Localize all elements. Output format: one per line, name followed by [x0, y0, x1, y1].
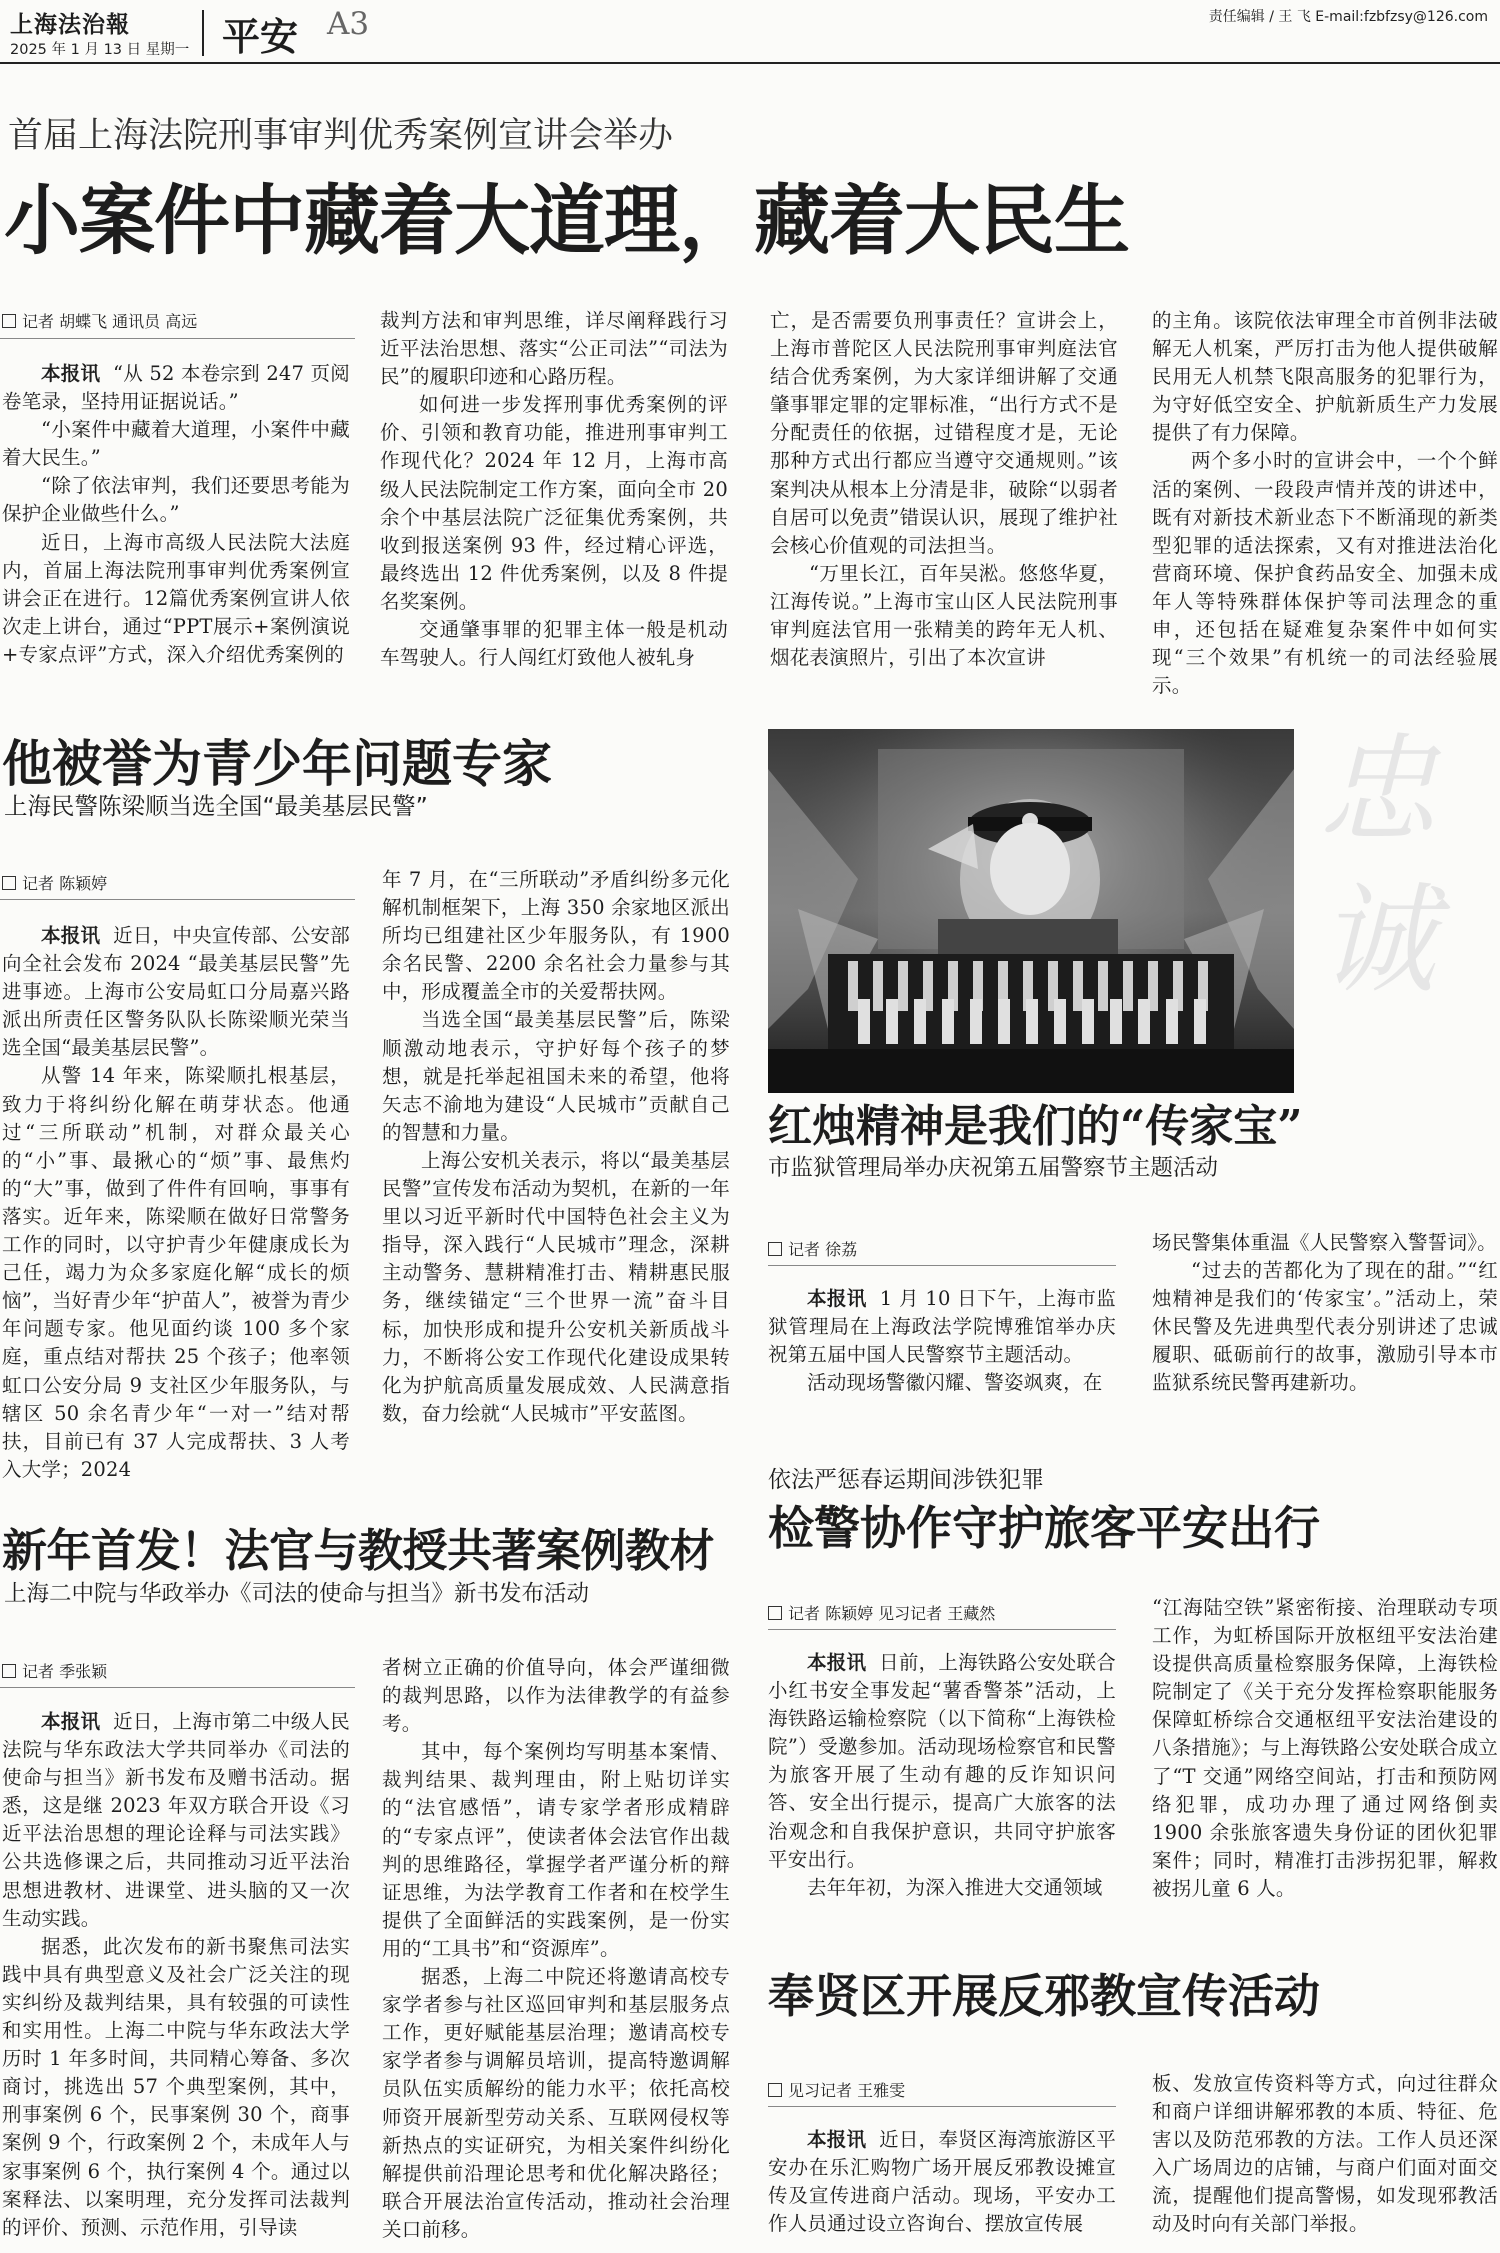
article3-headline: 红烛精神是我们的“传家宝”	[768, 1101, 1303, 1152]
issue-date: 2025 年 1 月 13 日 星期一	[10, 42, 190, 58]
byline-box-icon	[768, 1242, 782, 1256]
article1-lead: 本报讯	[41, 362, 101, 385]
section-name: 平安	[222, 15, 299, 59]
article3-col1: 本报讯 1 月 10 日下午，上海市监狱管理局在上海政法学院博雅馆举办庆祝第五届中国人民警察节主题活动。 活动现场警徽闪耀、警姿飒爽，在	[768, 1287, 1116, 1395]
paper-name-logo: 上海法治報	[10, 11, 130, 38]
article5-byline-rule	[768, 1629, 1116, 1630]
watermark-text: 忠诚	[1318, 721, 1437, 1009]
article6-byline: 见习记者 王雅雯	[768, 2078, 905, 2101]
article1-col3: 亡，是否需要负刑事责任？宣讲会上，上海市普陀区人民法院刑事审判庭法官结合优秀案例，为大家详细讲解了交通肇事罪定罪的定罪标准，“出行方式不是分配责任的依据，过错程度才是，无论那种方式出行都应当遵守交通规则。”该案判决从根本上分清是非，破除“以弱者自居可以免责”错误认识，展现了维护社会核心价值观的司法担当。 “万里长江，百年吴淞。悠悠华夏，江海传说。”上海市宝山区人民法院刑事审判庭法官用一张精美的跨年无人机、烟花表演照片，引出了本次宣讲	[770, 309, 1118, 670]
article6-col2: 板、发放宣传资料等方式，向过往群众和商户详细讲解邪教的本质、特征、危害以及防范邪教的方法。工作人员还深入广场周边的店铺，与商户们面对面交流，提醒他们提高警惕，如发现邪教活动及时向有关部门举报。	[1152, 2072, 1498, 2236]
article6-headline: 奉贤区开展反邪教宣传活动	[768, 1969, 1320, 2023]
article3-byline-rule	[768, 1265, 1116, 1266]
article3-col2: 场民警集体重温《人民警察入警誓词》。 “过去的苦都化为了现在的甜。”“红烛精神是我们的‘传家宝’。”活动上，荣休民警及先进典型代表分别讲述了忠诚履职、砥砺前行的故事，激励引导本市监狱系统民警再建新功。	[1152, 1231, 1498, 1395]
article5-col2: “江海陆空铁”紧密衔接、治理联动专项工作，为虹桥国际开放枢纽平安法治建设提供高质量检察服务保障，上海铁检院制定了《关于充分发挥检察职能服务保障虹桥综合交通枢纽平安法治建设的八条措施》；与上海铁路公安处联合成立了“T 交通”网络空间站，打击和预防网络犯罪，成功办理了通过网络倒卖 1900 余张旅客遗失身份证的团伙犯罪案件；同时，精准打击涉拐犯罪，解救被拐儿童 6 人。	[1152, 1596, 1498, 1900]
byline-box-icon	[768, 1606, 782, 1620]
article2-subhead: 上海民警陈梁顺当选全国“最美基层民警”	[4, 792, 428, 820]
article6-byline-rule	[768, 2106, 1116, 2107]
byline-box-icon	[2, 314, 16, 328]
article5-headline: 检警协作守护旅客平安出行	[768, 1501, 1320, 1555]
article3-byline: 记者 徐荔	[768, 1237, 857, 1260]
editor-credit: 责任编辑 / 王 飞 E-mail:fzbfzsy@126.com	[1208, 9, 1488, 25]
article3-subhead: 市监狱管理局举办庆祝第五届警察节主题活动	[768, 1155, 1219, 1181]
article2-headline: 他被誉为青少年问题专家	[2, 734, 552, 793]
page-number: A3	[327, 6, 370, 42]
byline-box-icon	[2, 876, 16, 890]
article4-subhead: 上海二中院与华政举办《司法的使命与担当》新书发布活动	[4, 1581, 590, 1607]
article4-byline-rule	[0, 1687, 355, 1688]
article1-col1: 本报讯 “从 52 本卷宗到 247 页阅卷笔录，坚持用证据说话。” “小案件中藏着大道理，小案件中藏着大民生。” “除了依法审判，我们还要思考能为保护企业做些什么。” 近日，上海市高级人民法院大法庭内，首届上海法院刑事审判优秀案例宣讲会正在进行。12篇优秀案例宣讲人依次走上讲台，通过“PPT展示+案例演说+专家点评”方式，深入介绍优秀案例的	[2, 362, 350, 666]
article2-byline: 记者 陈颖婷	[2, 871, 107, 894]
article1-byline-rule	[0, 338, 355, 339]
article1-col2: 裁判方法和审判思维，详尽阐释践行习近平法治思想、落实“公正司法”“司法为民”的履职印迹和心路历程。 如何进一步发挥刑事优秀案例的评价、引领和教育功能，推进刑事审判工作现代化？2024 年 12 月，上海市高级人民法院制定工作方案，面向全市 20 余个中基层法院广泛征集优秀案例，共收到报送案例 93 件，经过精心评选，最终选出 12 件优秀案例，以及 8 件提名奖案例。 交通肇事罪的犯罪主体一般是机动车驾驶人。行人闯红灯致他人被轧身	[380, 309, 728, 670]
article1-kicker: 首届上海法院刑事审判优秀案例宣讲会举办	[8, 116, 674, 156]
article5-byline: 记者 陈颖婷 见习记者 王藏然	[768, 1601, 995, 1624]
article1-byline: 记者 胡蝶飞 通讯员 高远	[2, 309, 197, 332]
article2-col2: 年 7 月，在“三所联动”矛盾纠纷多元化解机制框架下，上海 350 余家地区派出所均已组建社区少年服务队，有 1900 余名民警、2200 余名社会力量参与其中，形成覆盖全市的关爱帮扶网。 当选全国“最美基层民警”后，陈梁顺激动地表示，守护好每个孩子的梦想，就是托举起祖国未来的希望，他将矢志不渝地为建设“人民城市”贡献自己的智慧和力量。 上海公安机关表示，将以“最美基层民警”宣传发布活动为契机，在新的一年里以习近平新时代中国特色社会主义为指导，深入践行“人民城市”理念，深耕主动警务、慧耕精准打击、精耕惠民服务，继续锚定“三个世界一流”奋斗目标，加快形成和提升公安机关新质战斗力，不断将公安工作现代化建设成果转化为护航高质量发展成效、人民满意指数，奋力绘就“人民城市”平安蓝图。	[382, 868, 730, 1425]
masthead	[0, 0, 1500, 70]
ceremony-photo-image	[768, 729, 1294, 1093]
article1-headline: 小案件中藏着大道理，藏着大民生	[4, 176, 1129, 265]
article4-col2: 者树立正确的价值导向，体会严谨细微的裁判思路，以作为法律教学的有益参考。 其中，每个案例均写明基本案情、裁判结果、裁判理由，附上贴切详实的“法官感悟”，请专家学者形成精辟的“专家点评”，使读者体会法官作出裁判的思维路径，掌握学者严谨分析的辩证思维，为法学教育工作者和在校学生提供了全面鲜活的实践案例，是一份实用的“工具书”和“资源库”。 据悉，上海二中院还将邀请高校专家学者参与社区巡回审判和基层服务点工作，更好赋能基层治理；邀请高校专家学者参与调解员培训，提高特邀调解员队伍实质解纷的能力水平；依托高校师资开展新型劳动关系、互联网侵权等新热点的实证研究，为相关案件纠纷化解提供前沿理论思考和优化解决路径；联合开展法治宣传活动，推动社会治理关口前移。	[382, 1656, 730, 2241]
article4-headline: 新年首发！法官与教授共著案例教材	[2, 1524, 715, 1577]
article1-col4: 的主角。该院依法审理全市首例非法破解无人机案，严厉打击为他人提供破解民用无人机禁飞限高服务的犯罪行为，为守好低空安全、护航新质生产力发展提供了有力保障。 两个多小时的宣讲会中，一个个鲜活的案例、一段段声情并茂的讲述中，既有对新技术新业态下不断涌现的新类型犯罪的适法探索，又有对推进法治化营商环境、保护食药品安全、加强未成年人等特殊群体保护等司法理念的重申，还包括在疑难复杂案件中如何实现“三个效果”有机统一的司法经验展示。	[1152, 309, 1498, 698]
masthead-rule	[0, 62, 1500, 64]
article6-col1: 本报讯 近日，奉贤区海湾旅游区平安办在乐汇购物广场开展反邪教设摊宣传及宣传进商户活动。现场，平安办工作人员通过设立咨询台、摆放宣传展	[768, 2128, 1116, 2236]
article5-col1: 本报讯 日前，上海铁路公安处联合小红书安全事发起“薯香警茶”活动，上海铁路运输检察院（以下简称“上海铁检院”）受邀参加。活动现场检察官和民警为旅客开展了生动有趣的反诈知识问答、安全出行提示，提高广大旅客的法治观念和自我保护意识，共同守护旅客平安出行。 去年年初，为深入推进大交通领域	[768, 1651, 1116, 1899]
article2-col1: 本报讯 近日，中央宣传部、公安部向全社会发布 2024 “最美基层民警”先进事迹。上海市公安局虹口分局嘉兴路派出所责任区警务队队长陈梁顺光荣当选全国“最美基层民警”。 从警 14 年来，陈梁顺扎根基层，致力于将纠纷化解在萌芽状态。他通过“三所联动”机制，对群众最关心的“小”事、最揪心的“烦”事、最焦灼的“大”事，做到了件件有回响，事事有落实。近年来，陈梁顺在做好日常警务工作的同时，以守护青少年健康成长为己任，竭力为众多家庭化解“成长的烦恼”，当好青少年“护苗人”，被誉为青少年问题专家。他见面约谈 100 多个家庭，重点结对帮扶 25 个孩子；他率领虹口公安分局 9 支社区少年服务队，与辖区 50 余名青少年“一对一”结对帮扶，目前已有 37 人完成帮扶、3 人考入大学；2024	[2, 924, 350, 1481]
article2-byline-rule	[0, 899, 355, 900]
article4-byline: 记者 季张颖	[2, 1659, 107, 1682]
article5-kicker: 依法严惩春运期间涉铁犯罪	[768, 1467, 1044, 1493]
ceremony-photo	[768, 729, 1294, 1093]
masthead-divider	[202, 10, 204, 56]
byline-box-icon	[2, 1664, 16, 1678]
byline-box-icon	[768, 2083, 782, 2097]
article4-col1: 本报讯 近日，上海市第二中级人民法院与华东政法大学共同举办《司法的使命与担当》新书发布及赠书活动。据悉，这是继 2023 年双方联合开设《习近平法治思想的理论诠释与司法实践》公共选修课之后，共同推动习近平法治思想进教材、进课堂、进头脑的又一次生动实践。 据悉，此次发布的新书聚焦司法实践中具有典型意义及社会广泛关注的现实纠纷及裁判结果，具有较强的可读性和实用性。上海二中院与华东政法大学历时 1 年多时间，共同精心筹备、多次商讨，挑选出 57 个典型案例，其中，刑事案例 6 个，民事案例 30 个，商事案例 9 个，行政案例 2 个，未成年人与家事案例 6 个，执行案例 4 个。通过以案释法、以案明理，充分发挥司法裁判的评价、预测、示范作用，引导读	[2, 1710, 350, 2239]
